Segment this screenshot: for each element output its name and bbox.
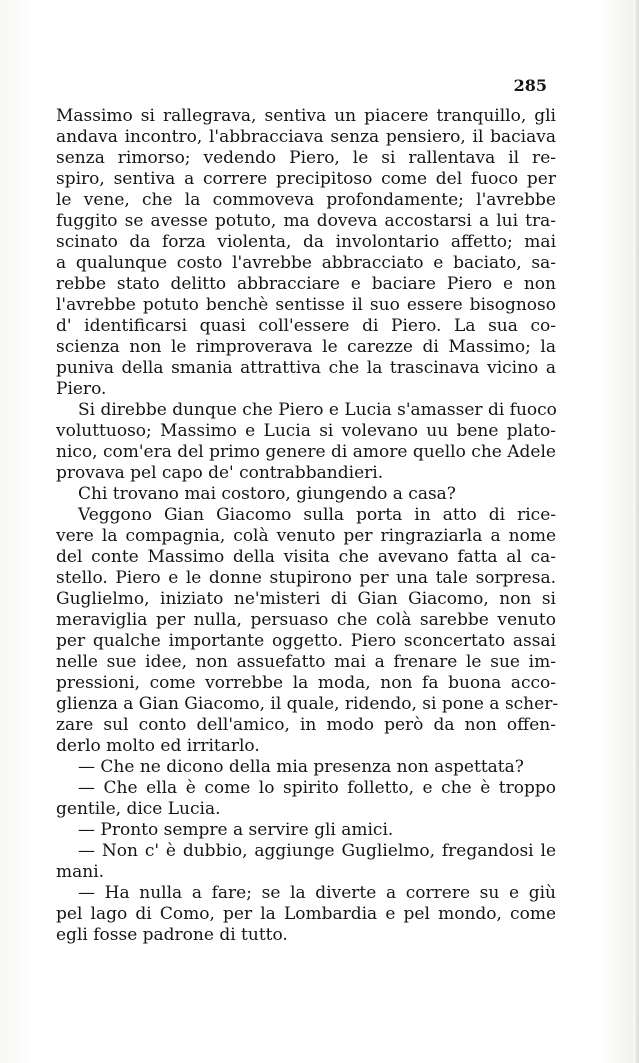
text-line: senza rimorso; vedendo Piero, le si rallentava il re- xyxy=(56,148,556,168)
text-line: mani. xyxy=(56,862,105,882)
text-line: le vene, che la commoveva profondamente; l'avrebbe xyxy=(56,190,556,210)
text-line: derlo molto ed irritarlo. xyxy=(56,736,260,756)
page-number: 285 xyxy=(513,76,547,95)
text-line: — Che ne dicono della mia presenza non aspettata? xyxy=(78,757,524,777)
text-line: glienza a Gian Giacomo, il quale, ridendo, si pone a scher- xyxy=(56,694,559,714)
text-line: a qualunque costo l'avrebbe abbracciato e baciato, sa- xyxy=(56,253,556,273)
text-line: d' identificarsi quasi coll'essere di Piero. La sua co- xyxy=(56,316,556,336)
text-line: Chi trovano mai costoro, giungendo a casa? xyxy=(78,484,456,504)
text-line: provava pel capo de' contrabbandieri. xyxy=(56,463,384,483)
text-line: spiro, sentiva a correre precipitoso come del fuoco per xyxy=(56,169,556,189)
text-line: Massimo si rallegrava, sentiva un piacere tranquillo, gli xyxy=(56,106,556,126)
text-line: fuggito se avesse potuto, ma doveva accostarsi a lui tra- xyxy=(56,211,556,231)
text-line: andava incontro, l'abbracciava senza pensiero, il baciava xyxy=(56,127,556,147)
text-line: nelle sue idee, non assuefatto mai a frenare le sue im- xyxy=(56,652,556,672)
text-line: gentile, dice Lucia. xyxy=(56,799,221,819)
page-edge-shadow xyxy=(633,0,639,1063)
text-line: puniva della smania attrattiva che la trascinava vicino a xyxy=(56,358,556,378)
text-line: stello. Piero e le donne stupirono per una tale sorpresa. xyxy=(56,568,556,588)
text-line: zare sul conto dell'amico, in modo però da non offen- xyxy=(56,715,556,735)
text-line: del conte Massimo della visita che avevano fatta al ca- xyxy=(56,547,556,567)
text-line: — Pronto sempre a servire gli amici. xyxy=(78,820,394,840)
text-line: — Che ella è come lo spirito folletto, e che è troppo xyxy=(78,778,556,798)
text-line: Veggono Gian Giacomo sulla porta in atto di rice- xyxy=(78,505,556,525)
text-line: — Non c' è dubbio, aggiunge Guglielmo, fregandosi le xyxy=(78,841,556,861)
text-line: vere la compagnia, colà venuto per ringraziarla a nome xyxy=(56,526,556,546)
text-line: Si direbbe dunque che Piero e Lucia s'amasser di fuoco xyxy=(78,400,557,420)
text-line: voluttuoso; Massimo e Lucia si volevano uu bene plato- xyxy=(56,421,556,441)
text-line: nico, com'era del primo genere di amore quello che Adele xyxy=(56,442,556,462)
text-line: Guglielmo, iniziato ne'misteri di Gian Giacomo, non si xyxy=(56,589,556,609)
text-line: pel lago di Como, per la Lombardia e pel mondo, come xyxy=(56,904,556,924)
text-line: scienza non le rimproverava le carezze di Massimo; la xyxy=(56,337,556,357)
text-line: l'avrebbe potuto benchè sentisse il suo essere bisognoso xyxy=(56,295,556,315)
text-line: per qualche importante oggetto. Piero sconcertato assai xyxy=(56,631,556,651)
text-line: scinato da forza violenta, da involontario affetto; mai xyxy=(56,232,556,252)
text-line: — Ha nulla a fare; se la diverte a correre su e giù xyxy=(78,883,556,903)
text-line: rebbe stato delitto abbracciare e baciare Piero e non xyxy=(56,274,556,294)
body-text xyxy=(56,106,559,946)
text-line: egli fosse padrone di tutto. xyxy=(56,925,288,945)
text-line: pressioni, come vorrebbe la moda, non fa buona acco- xyxy=(56,673,556,693)
text-line: meraviglia per nulla, persuaso che colà sarebbe venuto xyxy=(56,610,556,630)
text-line: Piero. xyxy=(56,379,107,399)
